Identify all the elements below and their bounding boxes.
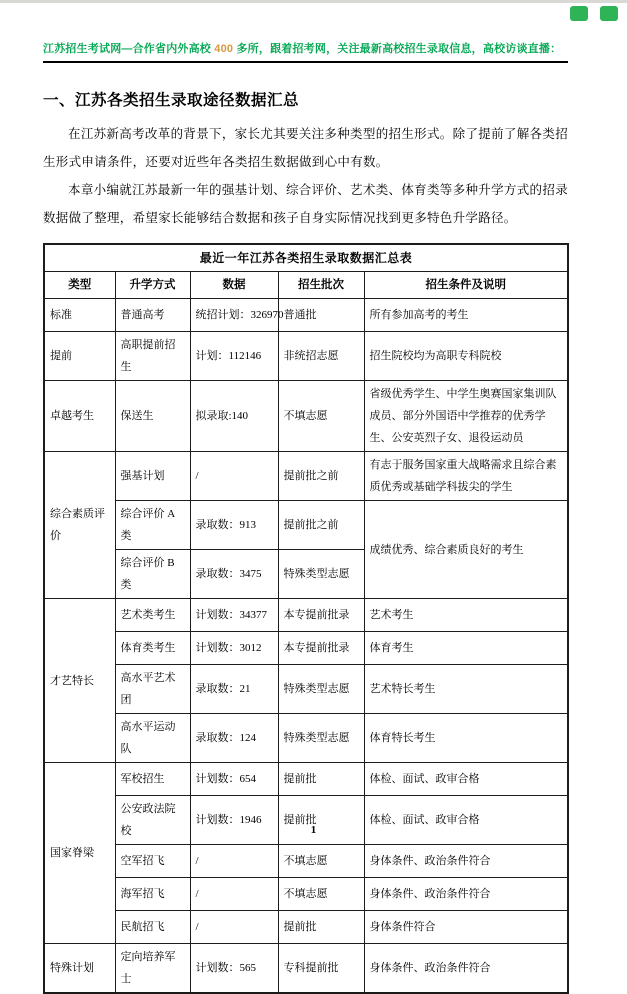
cell-method: 强基计划	[115, 452, 190, 501]
table-row	[44, 763, 568, 796]
cell-condition: 体检、面试、政审合格	[364, 763, 568, 796]
cell-condition: 艺术考生	[364, 599, 568, 632]
cell-method: 军校招生	[115, 763, 190, 796]
green-square-icon	[570, 6, 588, 21]
banner-text: 多所，跟着招考网，关注最新高校招生录取信息，高校访谈直播：	[233, 43, 562, 55]
cell-method: 艺术类考生	[115, 599, 190, 632]
table-row	[44, 944, 568, 994]
page-number: 1	[310, 824, 317, 836]
cell-data: 录取数：3475	[190, 550, 278, 599]
admissions-summary-table	[43, 243, 569, 994]
cell-batch: 提前批之前	[278, 501, 364, 550]
table-row	[44, 381, 568, 452]
cell-condition: 身体条件、政治条件符合	[364, 845, 568, 878]
col-header-method: 升学方式	[115, 272, 190, 299]
cell-data: 统招计划：326970	[190, 299, 278, 332]
cell-batch: 提前批之前	[278, 452, 364, 501]
site-banner	[43, 40, 568, 63]
cell-data: 计划数：34377	[190, 599, 278, 632]
cell-method: 空军招飞	[115, 845, 190, 878]
green-square-icon	[600, 6, 618, 21]
col-header-type: 类型	[44, 272, 115, 299]
cell-method: 普通高考	[115, 299, 190, 332]
cell-method: 公安政法院校	[115, 796, 190, 845]
cell-method: 高水平艺术团	[115, 665, 190, 714]
cell-batch: 不填志愿	[278, 845, 364, 878]
cell-type: 才艺特长	[44, 599, 115, 763]
cell-condition: 体检、面试、政审合格	[364, 796, 568, 845]
cell-data: 计划数：654	[190, 763, 278, 796]
table-row	[44, 599, 568, 632]
cell-type: 标准	[44, 299, 115, 332]
cell-condition: 身体条件、政治条件符合	[364, 944, 568, 994]
cell-type: 国家脊梁	[44, 763, 115, 944]
cell-data: 拟录取:140	[190, 381, 278, 452]
cell-type: 综合素质评价	[44, 452, 115, 599]
cell-batch: 本专提前批录	[278, 599, 364, 632]
table-row	[44, 845, 568, 878]
table-row	[44, 299, 568, 332]
cell-data: /	[190, 845, 278, 878]
cell-batch: 非统招志愿	[278, 332, 364, 381]
cell-condition: 有志于服务国家重大战略需求且综合素质优秀或基础学科拔尖的学生	[364, 452, 568, 501]
cell-data: 计划：112146	[190, 332, 278, 381]
paragraph: 在江苏新高考改革的背景下，家长尤其要关注多种类型的招生形式。除了提前了解各类招生形式申请条件，还要对近些年各类招生数据做到心中有数。	[43, 127, 568, 169]
cell-batch: 提前批	[278, 796, 364, 845]
table-row	[44, 452, 568, 501]
cell-type: 特殊计划	[44, 944, 115, 994]
cell-batch: 特殊类型志愿	[278, 665, 364, 714]
cell-method: 定向培养军士	[115, 944, 190, 994]
cell-batch: 提前批	[278, 763, 364, 796]
cell-batch: 提前批	[278, 911, 364, 944]
table-title: 最近一年江苏各类招生录取数据汇总表	[44, 244, 568, 272]
cell-method: 综合评价 B 类	[115, 550, 190, 599]
cell-data: /	[190, 452, 278, 501]
cell-condition: 体育特长考生	[364, 714, 568, 763]
cell-method: 民航招飞	[115, 911, 190, 944]
col-header-condition: 招生条件及说明	[364, 272, 568, 299]
cell-condition: 艺术特长考生	[364, 665, 568, 714]
cell-method: 保送生	[115, 381, 190, 452]
cell-condition: 体育考生	[364, 632, 568, 665]
cell-batch: 本专提前批录	[278, 632, 364, 665]
banner-highlight-number: 400	[214, 43, 234, 55]
table-row	[44, 501, 568, 550]
cell-batch: 不填志愿	[278, 878, 364, 911]
table-row	[44, 878, 568, 911]
cell-method: 高水平运动队	[115, 714, 190, 763]
col-header-batch: 招生批次	[278, 272, 364, 299]
table-row	[44, 665, 568, 714]
col-header-data: 数据	[190, 272, 278, 299]
corner-indicators	[570, 6, 618, 21]
table-row	[44, 714, 568, 763]
cell-condition: 省级优秀学生、中学生奥赛国家集训队成员、部分外国语中学推荐的优秀学生、公安英烈子女、退役运动员	[364, 381, 568, 452]
banner-text: 江苏招生考试网—合作省内外高校	[43, 43, 215, 55]
cell-data: 录取数：913	[190, 501, 278, 550]
cell-batch: 特殊类型志愿	[278, 714, 364, 763]
table-row	[44, 911, 568, 944]
table-row	[44, 632, 568, 665]
table-row	[44, 796, 568, 845]
table-row	[44, 332, 568, 381]
cell-batch: 特殊类型志愿	[278, 550, 364, 599]
cell-data: 计划数：3012	[190, 632, 278, 665]
cell-condition: 身体条件符合	[364, 911, 568, 944]
cell-data: /	[190, 878, 278, 911]
cell-data: 计划数：565	[190, 944, 278, 994]
paragraph: 本章小编就江苏最新一年的强基计划、综合评价、艺术类、体育类等多种升学方式的招录数据做了整理，希望家长能够结合数据和孩子自身实际情况找到更多特色升学路径。	[43, 183, 568, 225]
cell-method: 海军招飞	[115, 878, 190, 911]
cell-method: 体育类考生	[115, 632, 190, 665]
cell-method: 综合评价 A 类	[115, 501, 190, 550]
document-body	[43, 88, 568, 994]
cell-type: 卓越考生	[44, 381, 115, 452]
cell-method: 高职提前招生	[115, 332, 190, 381]
cell-data: /	[190, 911, 278, 944]
cell-data: 录取数：124	[190, 714, 278, 763]
cell-data: 计划数：1946	[190, 796, 278, 845]
cell-condition: 成绩优秀、综合素质良好的考生	[364, 501, 568, 599]
cell-condition: 招生院校均为高职专科院校	[364, 332, 568, 381]
cell-batch: 专科提前批	[278, 944, 364, 994]
cell-type: 提前	[44, 332, 115, 381]
cell-batch: 普通批	[278, 299, 364, 332]
cell-condition: 身体条件、政治条件符合	[364, 878, 568, 911]
cell-data: 录取数：21	[190, 665, 278, 714]
cell-batch: 不填志愿	[278, 381, 364, 452]
section-title: 一、江苏各类招生录取途径数据汇总	[43, 92, 300, 109]
window-top-edge	[0, 0, 627, 3]
cell-condition: 所有参加高考的考生	[364, 299, 568, 332]
